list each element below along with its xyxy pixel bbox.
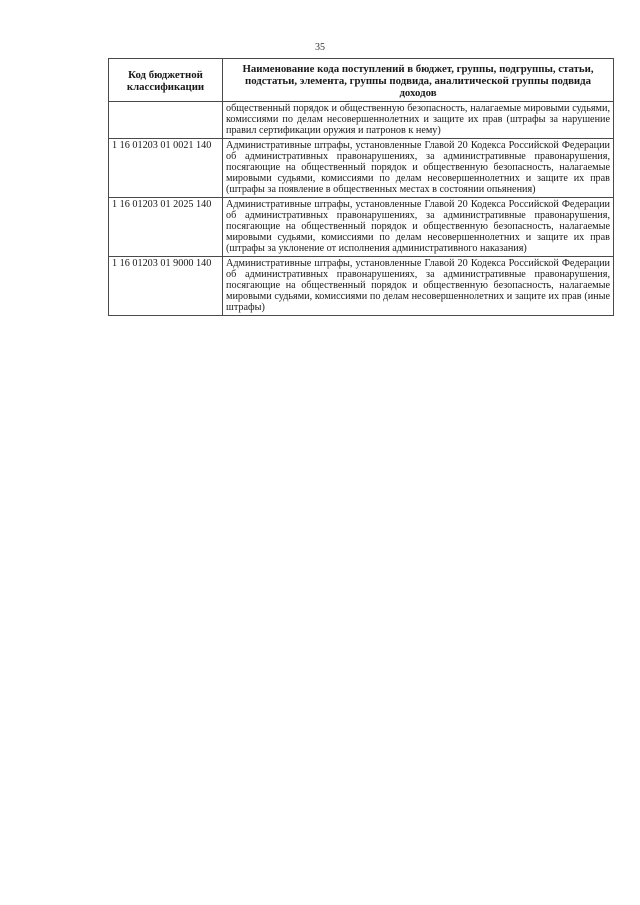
budget-classification-table <box>108 58 614 316</box>
table-row <box>109 102 614 139</box>
code-cell <box>109 102 223 139</box>
header-name: Наименование кода поступлений в бюджет, группы, подгруппы, статьи, подстатьи, элемента, группы подвида, аналитической группы подвида доходов <box>223 59 614 102</box>
name-cell: Административные штрафы, установленные Главой 20 Кодекса Российской Федерации об административных правонарушениях, за административные правонарушения, посягающие на общественный порядок и общественную безопасность, налагаемые мировыми судьями, комиссиями по делам несовершеннолетних и защите их прав (штрафы за уклонение от исполнения административного наказания) <box>223 197 614 256</box>
name-cell: общественный порядок и общественную безопасность, налагаемые мировыми судьями, комиссиями по делам несовершеннолетних и защите их прав (штрафы за нарушение правил сертификации оружия и патронов к нему) <box>223 102 614 139</box>
code-cell: 1 16 01203 01 2025 140 <box>109 197 223 256</box>
table-row <box>109 256 614 315</box>
table-header-row <box>109 59 614 102</box>
code-cell: 1 16 01203 01 0021 140 <box>109 138 223 197</box>
page-number: 35 <box>315 42 325 53</box>
name-cell: Административные штрафы, установленные Главой 20 Кодекса Российской Федерации об административных правонарушениях, за административные правонарушения, посягающие на общественный порядок и общественную безопасность, налагаемые мировыми судьями, комиссиями по делам несовершеннолетних и защите их прав (иные штрафы) <box>223 256 614 315</box>
code-cell: 1 16 01203 01 9000 140 <box>109 256 223 315</box>
table-row <box>109 138 614 197</box>
table-row <box>109 197 614 256</box>
header-code: Код бюджетной классификации <box>109 59 223 102</box>
name-cell: Административные штрафы, установленные Главой 20 Кодекса Российской Федерации об административных правонарушениях, за административные правонарушения, посягающие на общественный порядок и общественную безопасность, налагаемые мировыми судьями, комиссиями по делам несовершеннолетних и защите их прав (штрафы за появление в общественных местах в состоянии опьянения) <box>223 138 614 197</box>
